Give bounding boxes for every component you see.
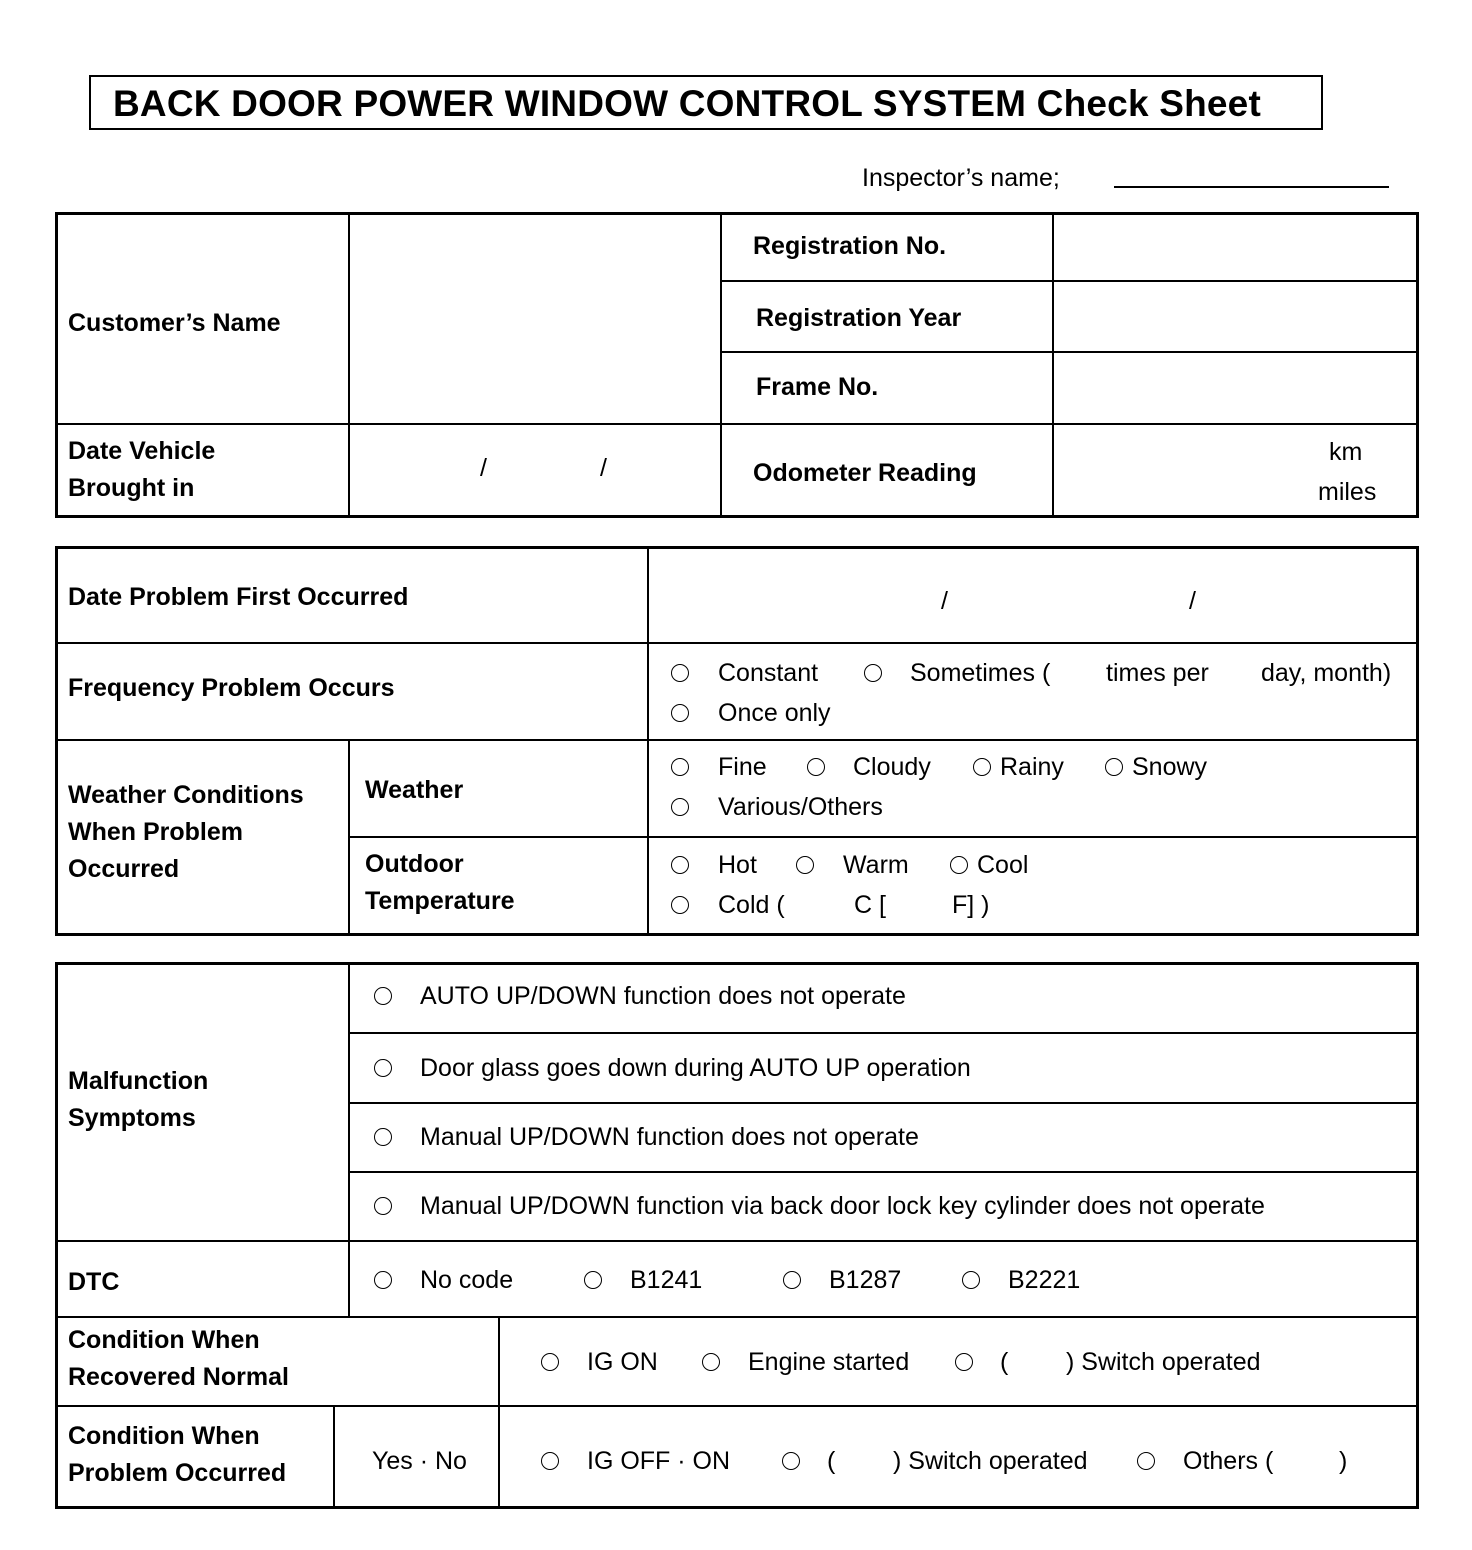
- temp-warm-label: Warm: [843, 851, 909, 879]
- divider: [56, 642, 1417, 644]
- radio-cool[interactable]: [950, 856, 968, 874]
- weather-fine-label: Fine: [718, 753, 767, 781]
- occ-paren-close: ): [1339, 1447, 1348, 1475]
- date-brought-field[interactable]: [352, 427, 718, 515]
- divider: [720, 351, 1417, 353]
- radio-fine[interactable]: [671, 758, 689, 776]
- problem-occurred-label-line1: Condition When: [68, 1422, 260, 1450]
- radio-hot[interactable]: [671, 856, 689, 874]
- radio-dtc-b1287[interactable]: [783, 1271, 801, 1289]
- registration-no-field[interactable]: [1056, 216, 1414, 278]
- divider: [348, 1102, 1417, 1104]
- symptom-3-label: Manual UP/DOWN function does not operate: [420, 1123, 919, 1151]
- date-first-occurred-label: Date Problem First Occurred: [68, 583, 409, 611]
- radio-symptom-2[interactable]: [374, 1059, 392, 1077]
- freq-constant-label: Constant: [718, 659, 819, 687]
- date-first-occurred-field[interactable]: [651, 550, 1414, 640]
- symptom-2-label: Door glass goes down during AUTO UP operation: [420, 1054, 971, 1082]
- radio-symptom-1[interactable]: [374, 987, 392, 1005]
- problem-occurred-label-line2: Problem Occurred: [68, 1459, 287, 1487]
- occ-ig-label: IG OFF · ON: [587, 1447, 731, 1475]
- symptom-4-label: Manual UP/DOWN function via back door lock key cylinder does not operate: [420, 1192, 1265, 1220]
- divider: [56, 1405, 1417, 1407]
- weather-conditions-label-line1: Weather Conditions: [68, 781, 304, 809]
- divider: [348, 1032, 1417, 1034]
- radio-sometimes[interactable]: [864, 664, 882, 682]
- rec-ig-on-label: IG ON: [587, 1348, 658, 1376]
- frequency-label: Frequency Problem Occurs: [68, 674, 395, 702]
- divider: [647, 547, 649, 935]
- radio-cold[interactable]: [671, 896, 689, 914]
- date-separator: /: [480, 454, 487, 482]
- divider: [333, 1405, 335, 1507]
- occ-paren-open: (: [827, 1447, 836, 1475]
- weather-label: Weather: [365, 776, 464, 804]
- frame-no-label: Frame No.: [756, 373, 879, 401]
- inspector-label: Inspector’s name;: [862, 164, 1060, 192]
- rec-switch-label: ) Switch operated: [1066, 1348, 1261, 1376]
- registration-year-label: Registration Year: [756, 304, 962, 332]
- weather-various-label: Various/Others: [718, 793, 883, 821]
- yes-no-option[interactable]: Yes · No: [372, 1447, 467, 1475]
- radio-various-others[interactable]: [671, 798, 689, 816]
- malfunction-symptoms-label-line1: Malfunction: [68, 1067, 209, 1095]
- date-brought-label-line1: Date Vehicle: [68, 437, 216, 465]
- dtc-b1241-label: B1241: [630, 1266, 703, 1294]
- weather-rainy-label: Rainy: [1000, 753, 1064, 781]
- frame-no-field[interactable]: [1056, 355, 1414, 421]
- customer-name-field[interactable]: [352, 216, 718, 422]
- odometer-label: Odometer Reading: [753, 459, 977, 487]
- weather-snowy-label: Snowy: [1132, 753, 1208, 781]
- freq-once-label: Once only: [718, 699, 831, 727]
- recovered-normal-label-line1: Condition When: [68, 1326, 260, 1354]
- dtc-b2221-label: B2221: [1008, 1266, 1081, 1294]
- divider: [720, 280, 1417, 282]
- divider: [56, 423, 1417, 425]
- unit-miles: miles: [1318, 478, 1377, 506]
- symptom-1-label: AUTO UP/DOWN function does not operate: [420, 982, 906, 1010]
- recovered-normal-label-line2: Recovered Normal: [68, 1363, 289, 1391]
- date-separator: /: [1189, 587, 1196, 615]
- title-box: [89, 75, 1323, 130]
- radio-rec-switch[interactable]: [955, 1353, 973, 1371]
- temp-fahrenheit-label: F] ): [952, 891, 990, 919]
- radio-occ-ig[interactable]: [541, 1452, 559, 1470]
- temp-hot-label: Hot: [718, 851, 757, 879]
- divider: [1052, 213, 1054, 517]
- radio-rec-engine-started[interactable]: [702, 1353, 720, 1371]
- rec-engine-label: Engine started: [748, 1348, 910, 1376]
- dtc-b1287-label: B1287: [829, 1266, 902, 1294]
- divider: [348, 963, 350, 1318]
- temp-celsius-label: C [: [854, 891, 886, 919]
- radio-snowy[interactable]: [1105, 758, 1123, 776]
- rec-paren-open: (: [1000, 1348, 1009, 1376]
- radio-symptom-4[interactable]: [374, 1197, 392, 1215]
- freq-times-per-label: times per: [1106, 659, 1209, 687]
- weather-conditions-label-line2: When Problem: [68, 818, 244, 846]
- occ-others-label: Others (: [1183, 1447, 1274, 1475]
- radio-warm[interactable]: [796, 856, 814, 874]
- date-separator: /: [600, 454, 607, 482]
- outdoor-temperature-label-line1: Outdoor: [365, 850, 464, 878]
- temp-cool-label: Cool: [977, 851, 1029, 879]
- dtc-label: DTC: [68, 1268, 120, 1296]
- page-title: BACK DOOR POWER WINDOW CONTROL SYSTEM Check Sheet: [113, 83, 1261, 124]
- radio-rainy[interactable]: [973, 758, 991, 776]
- weather-conditions-label-line3: Occurred: [68, 855, 180, 883]
- radio-cloudy[interactable]: [807, 758, 825, 776]
- inspector-name-line[interactable]: [1114, 186, 1389, 188]
- outdoor-temperature-label-line2: Temperature: [365, 887, 515, 915]
- dtc-no-code-label: No code: [420, 1266, 514, 1294]
- customer-name-label: Customer’s Name: [68, 309, 281, 337]
- radio-constant[interactable]: [671, 664, 689, 682]
- date-brought-label-line2: Brought in: [68, 474, 195, 502]
- radio-dtc-no-code[interactable]: [374, 1271, 392, 1289]
- divider: [348, 213, 350, 517]
- temp-cold-label: Cold (: [718, 891, 785, 919]
- radio-dtc-b2221[interactable]: [962, 1271, 980, 1289]
- malfunction-symptoms-label-line2: Symptoms: [68, 1104, 196, 1132]
- occ-switch-label: ) Switch operated: [893, 1447, 1088, 1475]
- registration-no-label: Registration No.: [753, 232, 947, 260]
- divider: [56, 1316, 1417, 1318]
- radio-occ-others[interactable]: [1137, 1452, 1155, 1470]
- divider: [720, 213, 722, 517]
- radio-rec-ig-on[interactable]: [541, 1353, 559, 1371]
- unit-km: km: [1329, 438, 1363, 466]
- divider: [56, 739, 1417, 741]
- divider: [348, 1171, 1417, 1173]
- radio-dtc-b1241[interactable]: [584, 1271, 602, 1289]
- divider: [348, 836, 1417, 838]
- freq-day-month-label: day, month): [1261, 659, 1392, 687]
- freq-sometimes-label: Sometimes (: [910, 659, 1051, 687]
- date-separator: /: [941, 587, 948, 615]
- radio-once-only[interactable]: [671, 704, 689, 722]
- weather-cloudy-label: Cloudy: [853, 753, 931, 781]
- divider: [498, 1317, 500, 1507]
- registration-year-field[interactable]: [1056, 284, 1414, 349]
- radio-occ-switch[interactable]: [782, 1452, 800, 1470]
- radio-symptom-3[interactable]: [374, 1128, 392, 1146]
- divider: [56, 1240, 1417, 1242]
